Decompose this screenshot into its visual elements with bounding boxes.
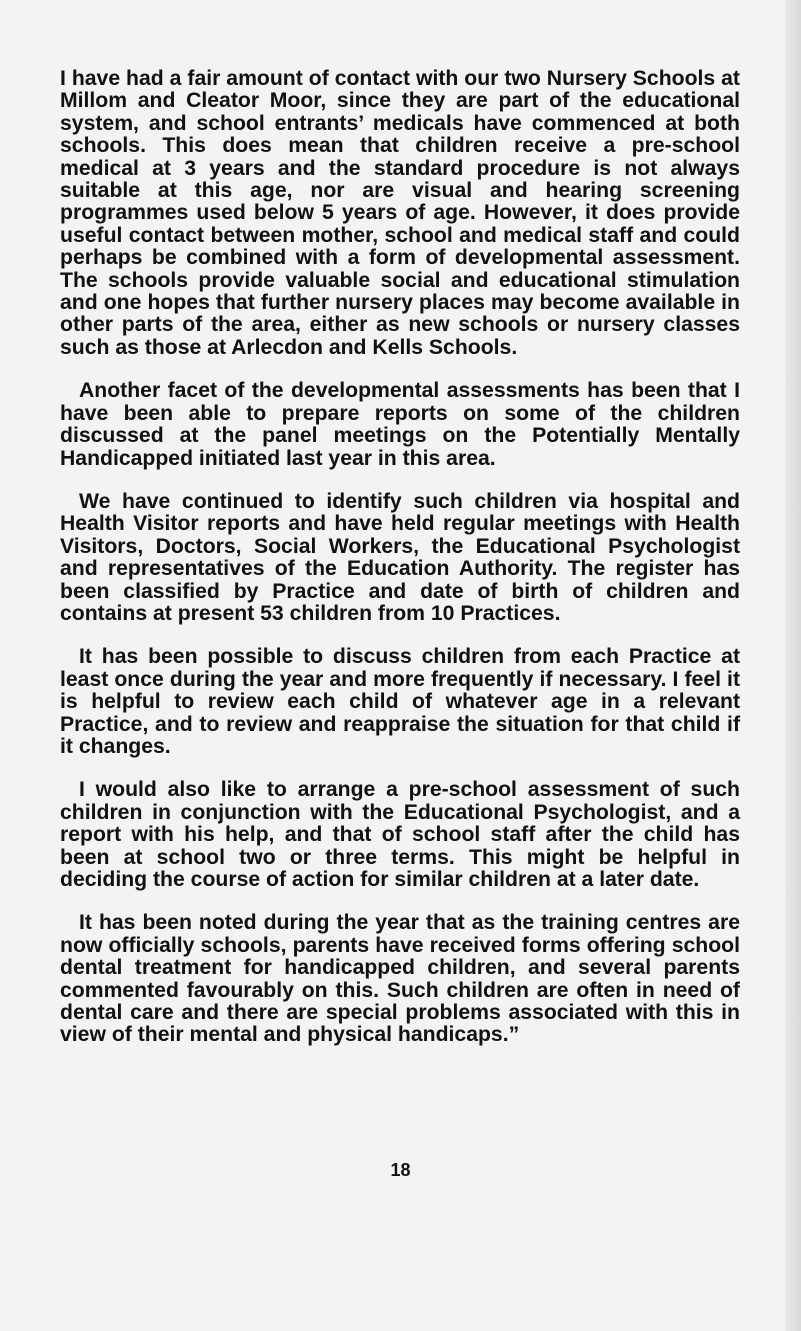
paragraph-discuss-practices: It has been possible to discuss children from each Practice at least once during the year and more frequently if necessary. I feel it is helpful to review each child of whatever age in a relevant Practice, and to review and reappraise the situation for that child if it changes.: [60, 645, 740, 758]
paragraph-nursery-schools: I have had a fair amount of contact with our two Nursery Schools at Millom and Cleator Moor, since they are part of the educational system, and school entrants’ medicals have commenced at both schools. This does mean that children receive a pre-school medical at 3 years and the standard procedure is not always suitable at this age, nor are visual and hearing screening programmes used below 5 years of age. However, it does provide useful contact between mother, school and medical staff and could perhaps be combined with a form of developmental assessment. The schools provide valuable social and educational stimulation and one hopes that further nursery places may become available in other parts of the area, either as new schools or nursery classes such as those at Arlecdon and Kells Schools.: [60, 67, 740, 359]
paragraph-dental-treatment: It has been noted during the year that as the training centres are now officially schools, parents have received forms offering school dental treatment for handicapped children, and several parents commented favourably on this. Such children are often in need of dental care and there are special problems associated with this in view of their mental and physical handicaps.”: [60, 911, 740, 1047]
page-edge-shadow: [785, 0, 801, 1331]
paragraph-identify-children: We have continued to identify such children via hospital and Health Visitor reports and have held regular meetings with Health Visitors, Doctors, Social Workers, the Educational Psychologist and representatives of the Education Authority. The register has been classified by Practice and date of birth of children and contains at present 53 children from 10 Practices.: [60, 489, 740, 625]
body-text: [60, 68, 740, 1068]
paragraph-developmental-assessments: Another facet of the developmental assessments has been that I have been able to prepare reports on some of the children discussed at the panel meetings on the Potentially Mentally Handicapped initiated last year in this area.: [60, 379, 740, 470]
page-number: 18: [390, 1160, 411, 1180]
paragraph-pre-school-assessment: I would also like to arrange a pre-school assessment of such children in conjunction with the Educational Psychologist, and a report with his help, and that of school staff after the child has been at school two or three terms. This might be helpful in deciding the course of action for similar children at a later date.: [60, 778, 740, 891]
